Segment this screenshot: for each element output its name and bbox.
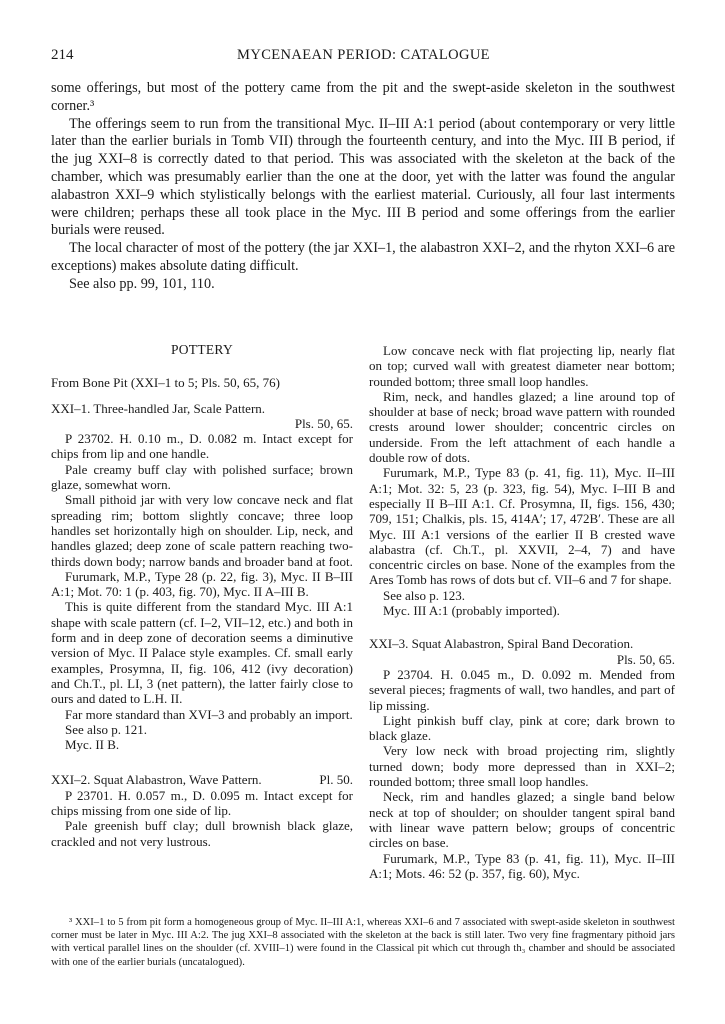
group-heading: From Bone Pit (XXI–1 to 5; Pls. 50, 65, 76)	[51, 375, 280, 391]
right-column	[369, 343, 675, 881]
entry-paragraph: P 23702. H. 0.10 m., D. 0.082 m. Intact except for chips from lip and one handle.	[51, 431, 353, 462]
intro-paragraph: The offerings seem to run from the transitional Myc. II–III A:1 period (about contemporary or very little later than the earlier burials in Tomb VII) through the fourteenth century, and into the Myc. III B period, if the jug XXI–8 is correctly dated to that period. This was associated with the skeleton at the back of the chamber, which was presumably earlier than the one at the door, yet with the latter was found the angular alabastron XXI–9 which stylistically belongs with the earliest material. Curiously, all four last interments were children; perhaps these all took place in the Myc. III B period and some offerings from the earlier burials were reused.	[51, 115, 675, 239]
plates-ref: Pls. 50, 65.	[616, 651, 675, 667]
entry-paragraph: P 23704. H. 0.045 m., D. 0.092 m. Mended from several pieces; fragments of wall, two handles, and part of lip missing.	[369, 666, 675, 713]
intro-paragraph: The local character of most of the pottery (the jar XXI–1, the alabastron XXI–2, and the rhyton XXI–6 are exceptions) makes absolute dating difficult.	[51, 240, 675, 274]
entry-title-text: XXI–2. Squat Alabastron, Wave Pattern.	[51, 772, 262, 788]
entry-paragraph: Furumark, M.P., Type 28 (p. 22, fig. 3), Myc. II B–III A:1; Mot. 70: 1 (p. 403, fig. 70), Myc. II A–III B.	[51, 568, 353, 600]
entry-paragraph: Pale creamy buff clay with polished surface; brown glaze, somewhat worn.	[51, 461, 353, 493]
section-heading: POTTERY	[170, 342, 234, 357]
entry-title: XXI–1. Three-handled Jar, Scale Pattern.	[51, 400, 266, 416]
entry-paragraph: See also p. 123.	[383, 587, 465, 603]
plates-ref: Pls. 50, 65.	[294, 415, 353, 431]
footnote	[51, 916, 675, 969]
running-head: MYCENAEAN PERIOD: CATALOGUE	[237, 47, 490, 63]
entry-paragraph: Myc. III A:1 (probably imported).	[383, 603, 560, 619]
entry-paragraph: Pale greenish buff clay; dull brownish black glaze, crackled and not very lustrous.	[51, 818, 353, 849]
entry-paragraph: Very low neck with broad projecting rim, slightly turned down; body more depressed than in XXI–2; rounded bottom; three small loop handles.	[369, 743, 675, 790]
intro-text	[51, 80, 675, 294]
entry-title	[51, 772, 353, 787]
entry-paragraph: Neck, rim and handles glazed; a single band below neck at top of shoulder; on shoulder tangent spiral band with linear wave pattern below; groups of concentric circles on base.	[369, 789, 675, 851]
entry-paragraph: Furumark, M.P., Type 83 (p. 41, fig. 11), Myc. II–III A:1; Mot. 32: 5, 23 (p. 323, fig. 54), Myc. I–III B and especially II B–III A:1. Cf. Prosymna, II, figs. 156, 430; 709, 151; Chalkis, pls. 15, 414A′; 17, 472B′. These are all Myc. III A:1 versions of the earlier II B crested wave alabastra (cf. Ch.T., pl. XXVII, 2–4, 7) and have concentric circles on base. None of the examples from the Ares Tomb has rows of dots but cf. VII–6 and 7 for shape.	[369, 465, 675, 588]
intro-paragraph: some offerings, but most of the pottery came from the pit and the swept-aside skeleton in the southwest corner.³	[51, 80, 675, 114]
page-number: 214	[51, 47, 74, 63]
entry-title: XXI–3. Squat Alabastron, Spiral Band Decoration.	[369, 636, 634, 652]
entry-paragraph: Myc. II B.	[65, 737, 120, 753]
entry-paragraph: Far more standard than XVI–3 and probably an import.	[65, 706, 353, 722]
left-column	[51, 342, 353, 849]
plates-ref: Pl. 50.	[319, 772, 353, 788]
entry-paragraph: Low concave neck with flat projecting lip, nearly flat on top; curved wall with greatest diameter near bottom; rounded bottom; three small loop handles.	[369, 343, 675, 389]
entry-paragraph: Light pinkish buff clay, pink at core; dark brown to black glaze.	[369, 712, 675, 744]
intro-paragraph: See also pp. 99, 101, 110.	[69, 275, 215, 292]
entry-paragraph: Rim, neck, and handles glazed; a line around top of shoulder at base of neck; broad wave pattern with rounded crests around lower shoulder; concentric circles on underside. From the left attachment of each handle a double row of dots.	[369, 388, 675, 466]
entry-paragraph: P 23701. H. 0.057 m., D. 0.095 m. Intact except for chips missing from one side of lip.	[51, 787, 353, 819]
entry-paragraph: This is quite different from the standard Myc. III A:1 shape with scale pattern (cf. I–2, VII–12, etc.) and both in form and in deep zone of decoration seems a diminutive version of Myc. II Palace style examples. Cf. small early examples, Prosymna, II, fig. 106, 412 (ivy decoration) and Ch.T., pl. LI, 3 (net pattern), the latter fairly close to ours and dated to L.H. II.	[51, 599, 353, 707]
page-header	[51, 47, 676, 65]
entry-paragraph: See also p. 121.	[65, 721, 147, 737]
entry-paragraph: Furumark, M.P., Type 83 (p. 41, fig. 11), Myc. II–III A:1; Mots. 46: 52 (p. 357, fig. 60), Myc.	[369, 850, 675, 881]
footnote-text: ³ XXI–1 to 5 from pit form a homogeneous group of Myc. II–III A:1, whereas XXI–6 and 7 associated with swept-aside skeleton in southwest corner must be later in Myc. III A:2. The jug XXI–8 associated with the skeleton at the back is still later. Two very fine fragmentary pithoid jars with vertical parallel lines on the shoulder (cf. XVIII–1) were found in the Classical pit which cut through th₃ chamber and should be associated with one of the earlier burials (uncatalogued).	[51, 917, 675, 968]
entry-paragraph: Small pithoid jar with very low concave neck and flat spreading rim; bottom slightly concave; three loop handles set horizontally high on shoulder. Lip, neck, and handles glazed; deep zone of scale pattern reaching two-thirds down body; narrow bands and broader band at foot.	[51, 492, 353, 569]
